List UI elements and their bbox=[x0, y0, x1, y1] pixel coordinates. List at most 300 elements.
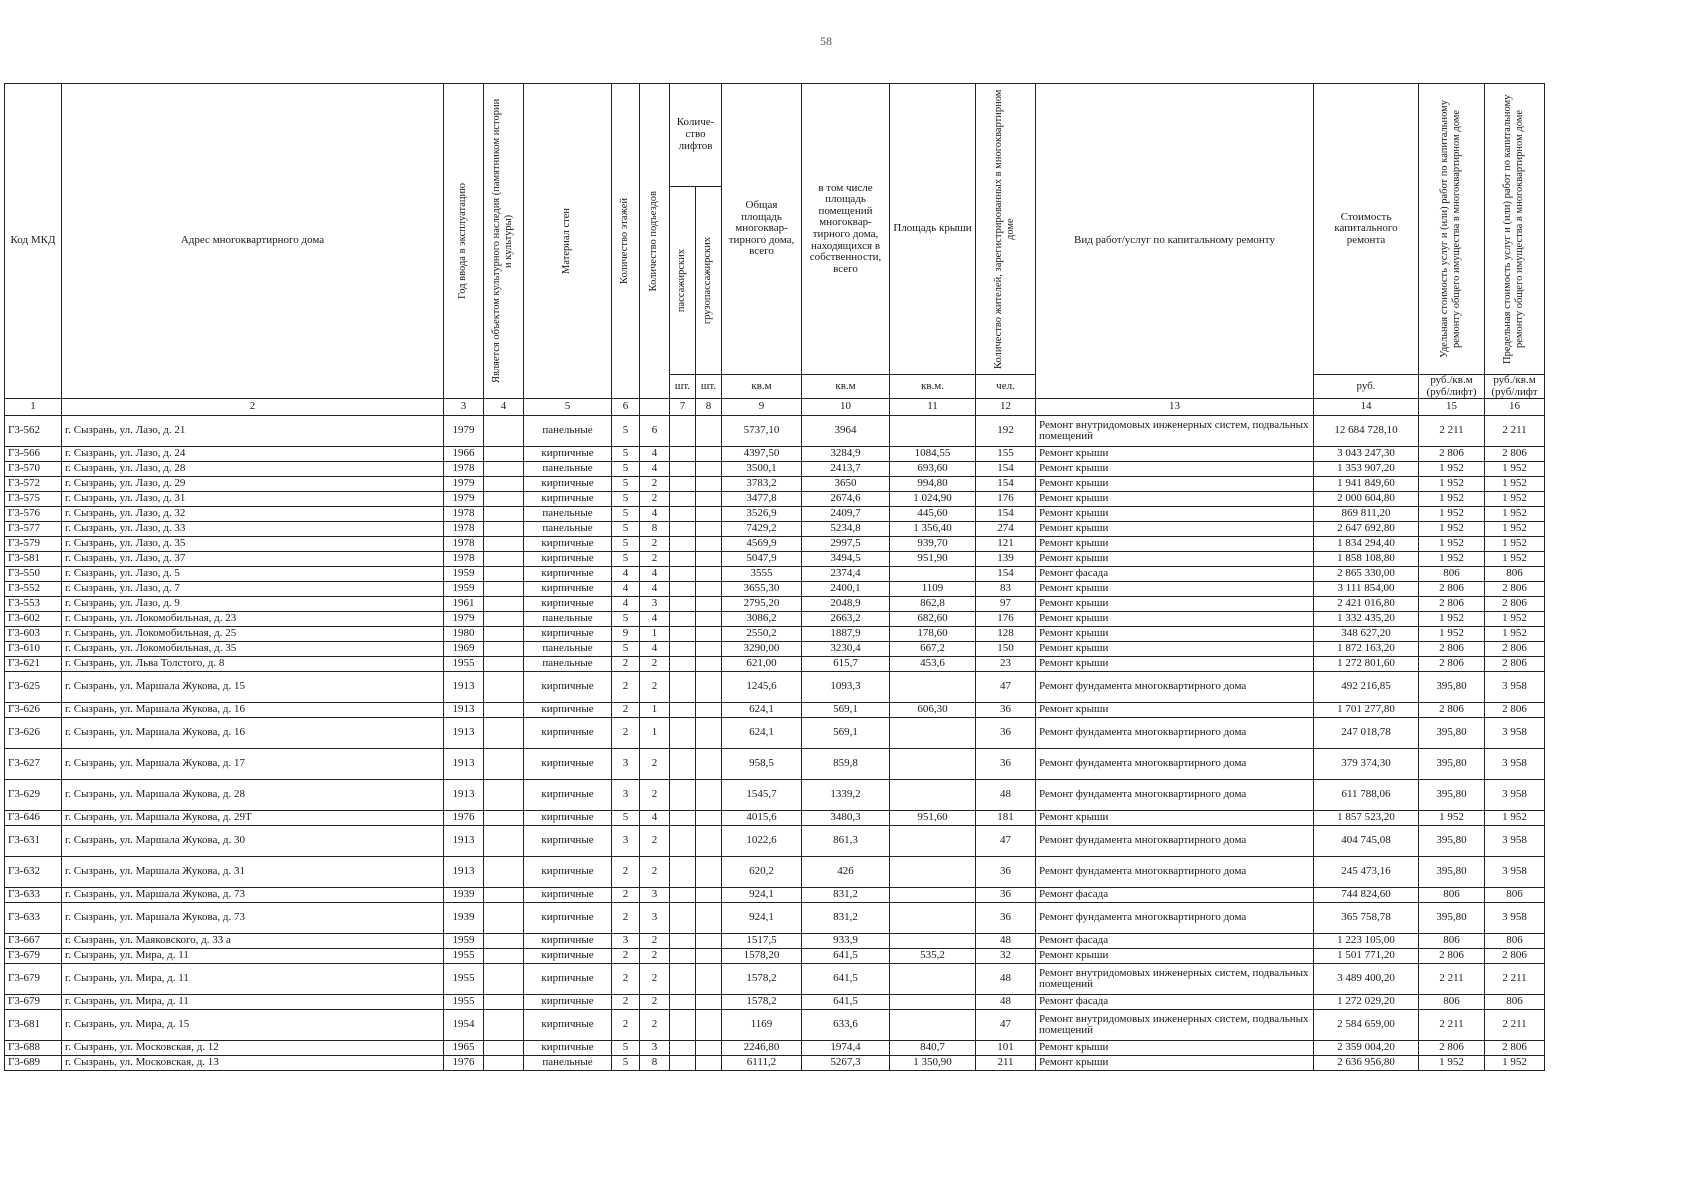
cell-lifts-pass bbox=[670, 857, 696, 888]
cell-owned-area: 1974,4 bbox=[802, 1041, 890, 1056]
cell-address: г. Сызрань, ул. Маршала Жукова, д. 15 bbox=[62, 672, 444, 703]
cell-heritage bbox=[484, 462, 524, 477]
cell-work: Ремонт внутридомовых инженерных систем, подвальных помещений bbox=[1036, 416, 1314, 447]
table-row bbox=[5, 1041, 1545, 1056]
table-row bbox=[5, 567, 1545, 582]
cell-entrances: 8 bbox=[640, 522, 670, 537]
cell-work: Ремонт фасада bbox=[1036, 934, 1314, 949]
cell-code: Г3-572 bbox=[5, 477, 62, 492]
table-row bbox=[5, 857, 1545, 888]
cell-cost: 1 353 907,20 bbox=[1314, 462, 1419, 477]
cell-roof-area: 682,60 bbox=[890, 612, 976, 627]
cell-lifts-pass bbox=[670, 964, 696, 995]
cell-cost: 2 636 956,80 bbox=[1314, 1056, 1419, 1071]
cell-floors: 4 bbox=[612, 582, 640, 597]
cell-cost: 12 684 728,10 bbox=[1314, 416, 1419, 447]
cell-year: 1978 bbox=[444, 462, 484, 477]
cell-lifts-cargo bbox=[696, 477, 722, 492]
cell-heritage bbox=[484, 888, 524, 903]
cell-total-area: 3477,8 bbox=[722, 492, 802, 507]
cell-work: Ремонт крыши bbox=[1036, 582, 1314, 597]
cell-code: Г3-632 bbox=[5, 857, 62, 888]
cell-lifts-cargo bbox=[696, 507, 722, 522]
cell-max-cost: 806 bbox=[1485, 567, 1545, 582]
cell-unit-cost: 395,80 bbox=[1419, 718, 1485, 749]
cell-unit-cost: 2 806 bbox=[1419, 582, 1485, 597]
cell-year: 1961 bbox=[444, 597, 484, 612]
cell-floors: 5 bbox=[612, 811, 640, 826]
cell-total-area: 3655,30 bbox=[722, 582, 802, 597]
cell-lifts-cargo bbox=[696, 657, 722, 672]
cell-entrances: 3 bbox=[640, 597, 670, 612]
cell-floors: 2 bbox=[612, 672, 640, 703]
cell-year: 1913 bbox=[444, 672, 484, 703]
cell-code: Г3-625 bbox=[5, 672, 62, 703]
cell-owned-area: 2674,6 bbox=[802, 492, 890, 507]
cell-address: г. Сызрань, ул. Лазо, д. 9 bbox=[62, 597, 444, 612]
cell-unit-cost: 806 bbox=[1419, 888, 1485, 903]
cell-total-area: 3086,2 bbox=[722, 612, 802, 627]
cell-lifts-cargo bbox=[696, 1056, 722, 1071]
cell-owned-area: 3964 bbox=[802, 416, 890, 447]
unit-residents: чел. bbox=[976, 375, 1036, 399]
cell-heritage bbox=[484, 811, 524, 826]
capital-repair-table bbox=[4, 83, 1545, 1071]
cell-residents: 150 bbox=[976, 642, 1036, 657]
cell-entrances: 6 bbox=[640, 416, 670, 447]
cell-max-cost: 3 958 bbox=[1485, 903, 1545, 934]
cell-total-area: 1545,7 bbox=[722, 780, 802, 811]
cell-entrances: 1 bbox=[640, 718, 670, 749]
cell-year: 1913 bbox=[444, 703, 484, 718]
cell-unit-cost: 395,80 bbox=[1419, 857, 1485, 888]
header-roof-area: Площадь крыши bbox=[890, 84, 976, 375]
cell-entrances: 2 bbox=[640, 672, 670, 703]
cell-total-area: 2795,20 bbox=[722, 597, 802, 612]
cell-lifts-pass bbox=[670, 582, 696, 597]
cell-year: 1913 bbox=[444, 857, 484, 888]
cell-residents: 83 bbox=[976, 582, 1036, 597]
cell-cost: 348 627,20 bbox=[1314, 627, 1419, 642]
header-address: Адрес многоквартирного дома bbox=[62, 84, 444, 399]
cell-residents: 121 bbox=[976, 537, 1036, 552]
cell-owned-area: 2997,5 bbox=[802, 537, 890, 552]
cell-entrances: 1 bbox=[640, 627, 670, 642]
cell-total-area: 3783,2 bbox=[722, 477, 802, 492]
cell-max-cost: 3 958 bbox=[1485, 780, 1545, 811]
cell-owned-area: 2663,2 bbox=[802, 612, 890, 627]
cell-residents: 36 bbox=[976, 718, 1036, 749]
cell-lifts-cargo bbox=[696, 703, 722, 718]
cell-heritage bbox=[484, 1010, 524, 1041]
cell-lifts-pass bbox=[670, 447, 696, 462]
cell-floors: 5 bbox=[612, 447, 640, 462]
cell-total-area: 3555 bbox=[722, 567, 802, 582]
cell-owned-area: 3230,4 bbox=[802, 642, 890, 657]
cell-roof-area bbox=[890, 934, 976, 949]
cell-floors: 3 bbox=[612, 780, 640, 811]
table-row bbox=[5, 477, 1545, 492]
cell-entrances: 1 bbox=[640, 703, 670, 718]
cell-address: г. Сызрань, ул. Московская, д. 12 bbox=[62, 1041, 444, 1056]
cell-floors: 3 bbox=[612, 826, 640, 857]
cell-work: Ремонт крыши bbox=[1036, 462, 1314, 477]
cell-material: кирпичные bbox=[524, 888, 612, 903]
cell-heritage bbox=[484, 1041, 524, 1056]
cell-year: 1959 bbox=[444, 934, 484, 949]
unit-cost: руб. bbox=[1314, 375, 1419, 399]
cell-work: Ремонт крыши bbox=[1036, 492, 1314, 507]
cell-address: г. Сызрань, ул. Локомобильная, д. 25 bbox=[62, 627, 444, 642]
cell-work: Ремонт крыши bbox=[1036, 612, 1314, 627]
cell-work: Ремонт фундамента многоквартирного дома bbox=[1036, 749, 1314, 780]
cell-material: кирпичные bbox=[524, 780, 612, 811]
cell-owned-area: 5267,3 bbox=[802, 1056, 890, 1071]
cell-heritage bbox=[484, 995, 524, 1010]
cell-total-area: 5047,9 bbox=[722, 552, 802, 567]
cell-lifts-cargo bbox=[696, 416, 722, 447]
header-floors: Количество этажей bbox=[612, 84, 640, 399]
cell-entrances: 4 bbox=[640, 582, 670, 597]
cell-cost: 245 473,16 bbox=[1314, 857, 1419, 888]
header-lifts: Количе-ство лифтов bbox=[670, 84, 722, 187]
unit-owned-area: кв.м bbox=[802, 375, 890, 399]
column-number: 1 bbox=[5, 399, 62, 416]
cell-residents: 139 bbox=[976, 552, 1036, 567]
cell-cost: 2 647 692,80 bbox=[1314, 522, 1419, 537]
table-row bbox=[5, 537, 1545, 552]
table-row bbox=[5, 416, 1545, 447]
cell-owned-area: 859,8 bbox=[802, 749, 890, 780]
cell-residents: 36 bbox=[976, 888, 1036, 903]
cell-roof-area: 693,60 bbox=[890, 462, 976, 477]
cell-roof-area: 535,2 bbox=[890, 949, 976, 964]
cell-address: г. Сызрань, ул. Лазо, д. 28 bbox=[62, 462, 444, 477]
cell-roof-area bbox=[890, 749, 976, 780]
column-number: 13 bbox=[1036, 399, 1314, 416]
cell-code: Г3-633 bbox=[5, 903, 62, 934]
table-row bbox=[5, 627, 1545, 642]
cell-lifts-pass bbox=[670, 888, 696, 903]
cell-max-cost: 2 806 bbox=[1485, 582, 1545, 597]
cell-entrances: 2 bbox=[640, 857, 670, 888]
cell-unit-cost: 1 952 bbox=[1419, 1056, 1485, 1071]
cell-roof-area: 1 356,40 bbox=[890, 522, 976, 537]
cell-total-area: 7429,2 bbox=[722, 522, 802, 537]
cell-heritage bbox=[484, 597, 524, 612]
table-row bbox=[5, 657, 1545, 672]
table-row bbox=[5, 507, 1545, 522]
cell-heritage bbox=[484, 627, 524, 642]
cell-max-cost: 2 211 bbox=[1485, 416, 1545, 447]
cell-unit-cost: 806 bbox=[1419, 934, 1485, 949]
cell-residents: 211 bbox=[976, 1056, 1036, 1071]
column-number: 2 bbox=[62, 399, 444, 416]
cell-code: Г3-681 bbox=[5, 1010, 62, 1041]
cell-address: г. Сызрань, ул. Лазо, д. 21 bbox=[62, 416, 444, 447]
cell-lifts-cargo bbox=[696, 612, 722, 627]
cell-lifts-cargo bbox=[696, 995, 722, 1010]
cell-floors: 4 bbox=[612, 567, 640, 582]
cell-lifts-pass bbox=[670, 672, 696, 703]
cell-floors: 5 bbox=[612, 537, 640, 552]
cell-year: 1965 bbox=[444, 1041, 484, 1056]
header-residents: Количество жителей, зарегистрированных в многоквартирном доме bbox=[976, 84, 1036, 375]
cell-entrances: 2 bbox=[640, 934, 670, 949]
cell-cost: 2 421 016,80 bbox=[1314, 597, 1419, 612]
cell-floors: 2 bbox=[612, 964, 640, 995]
cell-lifts-pass bbox=[670, 903, 696, 934]
cell-residents: 36 bbox=[976, 857, 1036, 888]
cell-lifts-cargo bbox=[696, 1041, 722, 1056]
cell-address: г. Сызрань, ул. Лазо, д. 32 bbox=[62, 507, 444, 522]
cell-heritage bbox=[484, 567, 524, 582]
header-cost: Стоимость капитального ремонта bbox=[1314, 84, 1419, 375]
cell-owned-area: 3494,5 bbox=[802, 552, 890, 567]
cell-material: кирпичные bbox=[524, 995, 612, 1010]
cell-unit-cost: 1 952 bbox=[1419, 477, 1485, 492]
cell-work: Ремонт крыши bbox=[1036, 447, 1314, 462]
cell-work: Ремонт крыши bbox=[1036, 1041, 1314, 1056]
cell-lifts-pass bbox=[670, 612, 696, 627]
cell-heritage bbox=[484, 718, 524, 749]
table-row bbox=[5, 1056, 1545, 1071]
cell-total-area: 620,2 bbox=[722, 857, 802, 888]
header-year: Год ввода в эксплуатацию bbox=[444, 84, 484, 399]
cell-year: 1979 bbox=[444, 416, 484, 447]
cell-material: панельные bbox=[524, 507, 612, 522]
cell-lifts-pass bbox=[670, 492, 696, 507]
unit-lifts-pass: шт. bbox=[670, 375, 696, 399]
cell-total-area: 3500,1 bbox=[722, 462, 802, 477]
cell-work: Ремонт внутридомовых инженерных систем, подвальных помещений bbox=[1036, 1010, 1314, 1041]
cell-code: Г3-621 bbox=[5, 657, 62, 672]
cell-code: Г3-579 bbox=[5, 537, 62, 552]
cell-cost: 744 824,60 bbox=[1314, 888, 1419, 903]
cell-code: Г3-610 bbox=[5, 642, 62, 657]
cell-address: г. Сызрань, ул. Маршала Жукова, д. 17 bbox=[62, 749, 444, 780]
cell-unit-cost: 2 211 bbox=[1419, 964, 1485, 995]
cell-max-cost: 1 952 bbox=[1485, 507, 1545, 522]
cell-address: г. Сызрань, ул. Маршала Жукова, д. 29Т bbox=[62, 811, 444, 826]
cell-material: кирпичные bbox=[524, 567, 612, 582]
cell-total-area: 1578,2 bbox=[722, 964, 802, 995]
cell-year: 1978 bbox=[444, 552, 484, 567]
cell-work: Ремонт крыши bbox=[1036, 703, 1314, 718]
cell-cost: 1 834 294,40 bbox=[1314, 537, 1419, 552]
cell-entrances: 2 bbox=[640, 552, 670, 567]
cell-owned-area: 2374,4 bbox=[802, 567, 890, 582]
cell-work: Ремонт фундамента многоквартирного дома bbox=[1036, 780, 1314, 811]
cell-residents: 36 bbox=[976, 703, 1036, 718]
cell-year: 1966 bbox=[444, 447, 484, 462]
cell-floors: 5 bbox=[612, 1041, 640, 1056]
table-row bbox=[5, 826, 1545, 857]
cell-code: Г3-562 bbox=[5, 416, 62, 447]
cell-cost: 1 501 771,20 bbox=[1314, 949, 1419, 964]
cell-entrances: 2 bbox=[640, 780, 670, 811]
cell-address: г. Сызрань, ул. Мира, д. 15 bbox=[62, 1010, 444, 1041]
cell-heritage bbox=[484, 552, 524, 567]
cell-unit-cost: 1 952 bbox=[1419, 462, 1485, 477]
cell-roof-area: 1 024,90 bbox=[890, 492, 976, 507]
cell-cost: 379 374,30 bbox=[1314, 749, 1419, 780]
header-heritage: Является объектом культурного наследия (памятником истории и культуры) bbox=[484, 84, 524, 399]
cell-unit-cost: 1 952 bbox=[1419, 627, 1485, 642]
cell-lifts-cargo bbox=[696, 672, 722, 703]
cell-address: г. Сызрань, ул. Лазо, д. 7 bbox=[62, 582, 444, 597]
cell-work: Ремонт фундамента многоквартирного дома bbox=[1036, 718, 1314, 749]
cell-lifts-pass bbox=[670, 416, 696, 447]
cell-heritage bbox=[484, 857, 524, 888]
cell-residents: 47 bbox=[976, 826, 1036, 857]
cell-residents: 48 bbox=[976, 934, 1036, 949]
cell-cost: 3 489 400,20 bbox=[1314, 964, 1419, 995]
cell-cost: 247 018,78 bbox=[1314, 718, 1419, 749]
cell-lifts-cargo bbox=[696, 1010, 722, 1041]
cell-address: г. Сызрань, ул. Лазо, д. 29 bbox=[62, 477, 444, 492]
cell-owned-area: 569,1 bbox=[802, 703, 890, 718]
cell-max-cost: 806 bbox=[1485, 995, 1545, 1010]
cell-total-area: 1022,6 bbox=[722, 826, 802, 857]
cell-year: 1913 bbox=[444, 826, 484, 857]
cell-floors: 5 bbox=[612, 462, 640, 477]
cell-floors: 5 bbox=[612, 507, 640, 522]
header-unit-cost: Удельная стоимость услуг и (или) работ по капитальному ремонту общего имущества в многоквартирном доме bbox=[1419, 84, 1485, 375]
cell-address: г. Сызрань, ул. Маршала Жукова, д. 16 bbox=[62, 703, 444, 718]
column-number: 16 bbox=[1485, 399, 1545, 416]
cell-owned-area: 831,2 bbox=[802, 903, 890, 934]
table-row bbox=[5, 612, 1545, 627]
cell-owned-area: 641,5 bbox=[802, 949, 890, 964]
cell-max-cost: 2 211 bbox=[1485, 1010, 1545, 1041]
cell-unit-cost: 1 952 bbox=[1419, 612, 1485, 627]
cell-total-area: 958,5 bbox=[722, 749, 802, 780]
cell-lifts-cargo bbox=[696, 888, 722, 903]
cell-heritage bbox=[484, 903, 524, 934]
cell-lifts-pass bbox=[670, 949, 696, 964]
cell-code: Г3-631 bbox=[5, 826, 62, 857]
cell-lifts-cargo bbox=[696, 826, 722, 857]
cell-work: Ремонт фасада bbox=[1036, 888, 1314, 903]
cell-lifts-cargo bbox=[696, 642, 722, 657]
cell-lifts-pass bbox=[670, 552, 696, 567]
cell-residents: 176 bbox=[976, 612, 1036, 627]
cell-residents: 47 bbox=[976, 1010, 1036, 1041]
cell-residents: 154 bbox=[976, 567, 1036, 582]
cell-owned-area: 3650 bbox=[802, 477, 890, 492]
cell-material: кирпичные bbox=[524, 857, 612, 888]
cell-code: Г3-679 bbox=[5, 949, 62, 964]
cell-unit-cost: 2 211 bbox=[1419, 416, 1485, 447]
cell-code: Г3-575 bbox=[5, 492, 62, 507]
cell-lifts-cargo bbox=[696, 780, 722, 811]
table-row bbox=[5, 949, 1545, 964]
cell-material: кирпичные bbox=[524, 749, 612, 780]
table-row bbox=[5, 964, 1545, 995]
cell-total-area: 4015,6 bbox=[722, 811, 802, 826]
cell-cost: 1 272 801,60 bbox=[1314, 657, 1419, 672]
cell-year: 1913 bbox=[444, 780, 484, 811]
cell-cost: 869 811,20 bbox=[1314, 507, 1419, 522]
cell-floors: 4 bbox=[612, 597, 640, 612]
cell-entrances: 4 bbox=[640, 567, 670, 582]
column-number: 12 bbox=[976, 399, 1036, 416]
cell-code: Г3-626 bbox=[5, 718, 62, 749]
cell-entrances: 2 bbox=[640, 949, 670, 964]
column-number: 7 bbox=[670, 399, 696, 416]
header-code: Код МКД bbox=[5, 84, 62, 399]
cell-code: Г3-566 bbox=[5, 447, 62, 462]
cell-heritage bbox=[484, 749, 524, 780]
cell-heritage bbox=[484, 949, 524, 964]
cell-year: 1978 bbox=[444, 537, 484, 552]
cell-entrances: 4 bbox=[640, 811, 670, 826]
cell-material: кирпичные bbox=[524, 597, 612, 612]
cell-work: Ремонт крыши bbox=[1036, 522, 1314, 537]
cell-lifts-cargo bbox=[696, 582, 722, 597]
cell-material: кирпичные bbox=[524, 964, 612, 995]
cell-work: Ремонт крыши bbox=[1036, 537, 1314, 552]
cell-unit-cost: 806 bbox=[1419, 567, 1485, 582]
cell-material: кирпичные bbox=[524, 627, 612, 642]
cell-lifts-pass bbox=[670, 1010, 696, 1041]
cell-lifts-pass bbox=[670, 642, 696, 657]
cell-entrances: 2 bbox=[640, 1010, 670, 1041]
cell-address: г. Сызрань, ул. Лазо, д. 33 bbox=[62, 522, 444, 537]
cell-max-cost: 2 211 bbox=[1485, 964, 1545, 995]
cell-residents: 154 bbox=[976, 507, 1036, 522]
cell-lifts-pass bbox=[670, 749, 696, 780]
cell-floors: 5 bbox=[612, 477, 640, 492]
cell-max-cost: 1 952 bbox=[1485, 811, 1545, 826]
cell-floors: 2 bbox=[612, 888, 640, 903]
cell-total-area: 924,1 bbox=[722, 903, 802, 934]
cell-owned-area: 2409,7 bbox=[802, 507, 890, 522]
cell-address: г. Сызрань, ул. Маршала Жукова, д. 28 bbox=[62, 780, 444, 811]
cell-lifts-pass bbox=[670, 1056, 696, 1071]
cell-floors: 5 bbox=[612, 492, 640, 507]
cell-address: г. Сызрань, ул. Маршала Жукова, д. 31 bbox=[62, 857, 444, 888]
cell-lifts-cargo bbox=[696, 811, 722, 826]
cell-owned-area: 933,9 bbox=[802, 934, 890, 949]
cell-cost: 1 272 029,20 bbox=[1314, 995, 1419, 1010]
cell-max-cost: 1 952 bbox=[1485, 612, 1545, 627]
cell-roof-area: 1 350,90 bbox=[890, 1056, 976, 1071]
cell-total-area: 621,00 bbox=[722, 657, 802, 672]
cell-max-cost: 3 958 bbox=[1485, 672, 1545, 703]
cell-max-cost: 3 958 bbox=[1485, 826, 1545, 857]
cell-year: 1913 bbox=[444, 718, 484, 749]
cell-heritage bbox=[484, 964, 524, 995]
cell-floors: 5 bbox=[612, 552, 640, 567]
cell-work: Ремонт фундамента многоквартирного дома bbox=[1036, 903, 1314, 934]
page-number: 58 bbox=[820, 34, 832, 48]
cell-work: Ремонт крыши bbox=[1036, 642, 1314, 657]
cell-unit-cost: 395,80 bbox=[1419, 749, 1485, 780]
cell-floors: 2 bbox=[612, 703, 640, 718]
cell-max-cost: 1 952 bbox=[1485, 537, 1545, 552]
cell-material: панельные bbox=[524, 612, 612, 627]
cell-work: Ремонт крыши bbox=[1036, 627, 1314, 642]
unit-roof-area: кв.м. bbox=[890, 375, 976, 399]
table-row bbox=[5, 597, 1545, 612]
column-number-row bbox=[5, 399, 1545, 416]
cell-address: г. Сызрань, ул. Лазо, д. 24 bbox=[62, 447, 444, 462]
cell-unit-cost: 2 806 bbox=[1419, 703, 1485, 718]
column-number: 14 bbox=[1314, 399, 1419, 416]
cell-owned-area: 633,6 bbox=[802, 1010, 890, 1041]
